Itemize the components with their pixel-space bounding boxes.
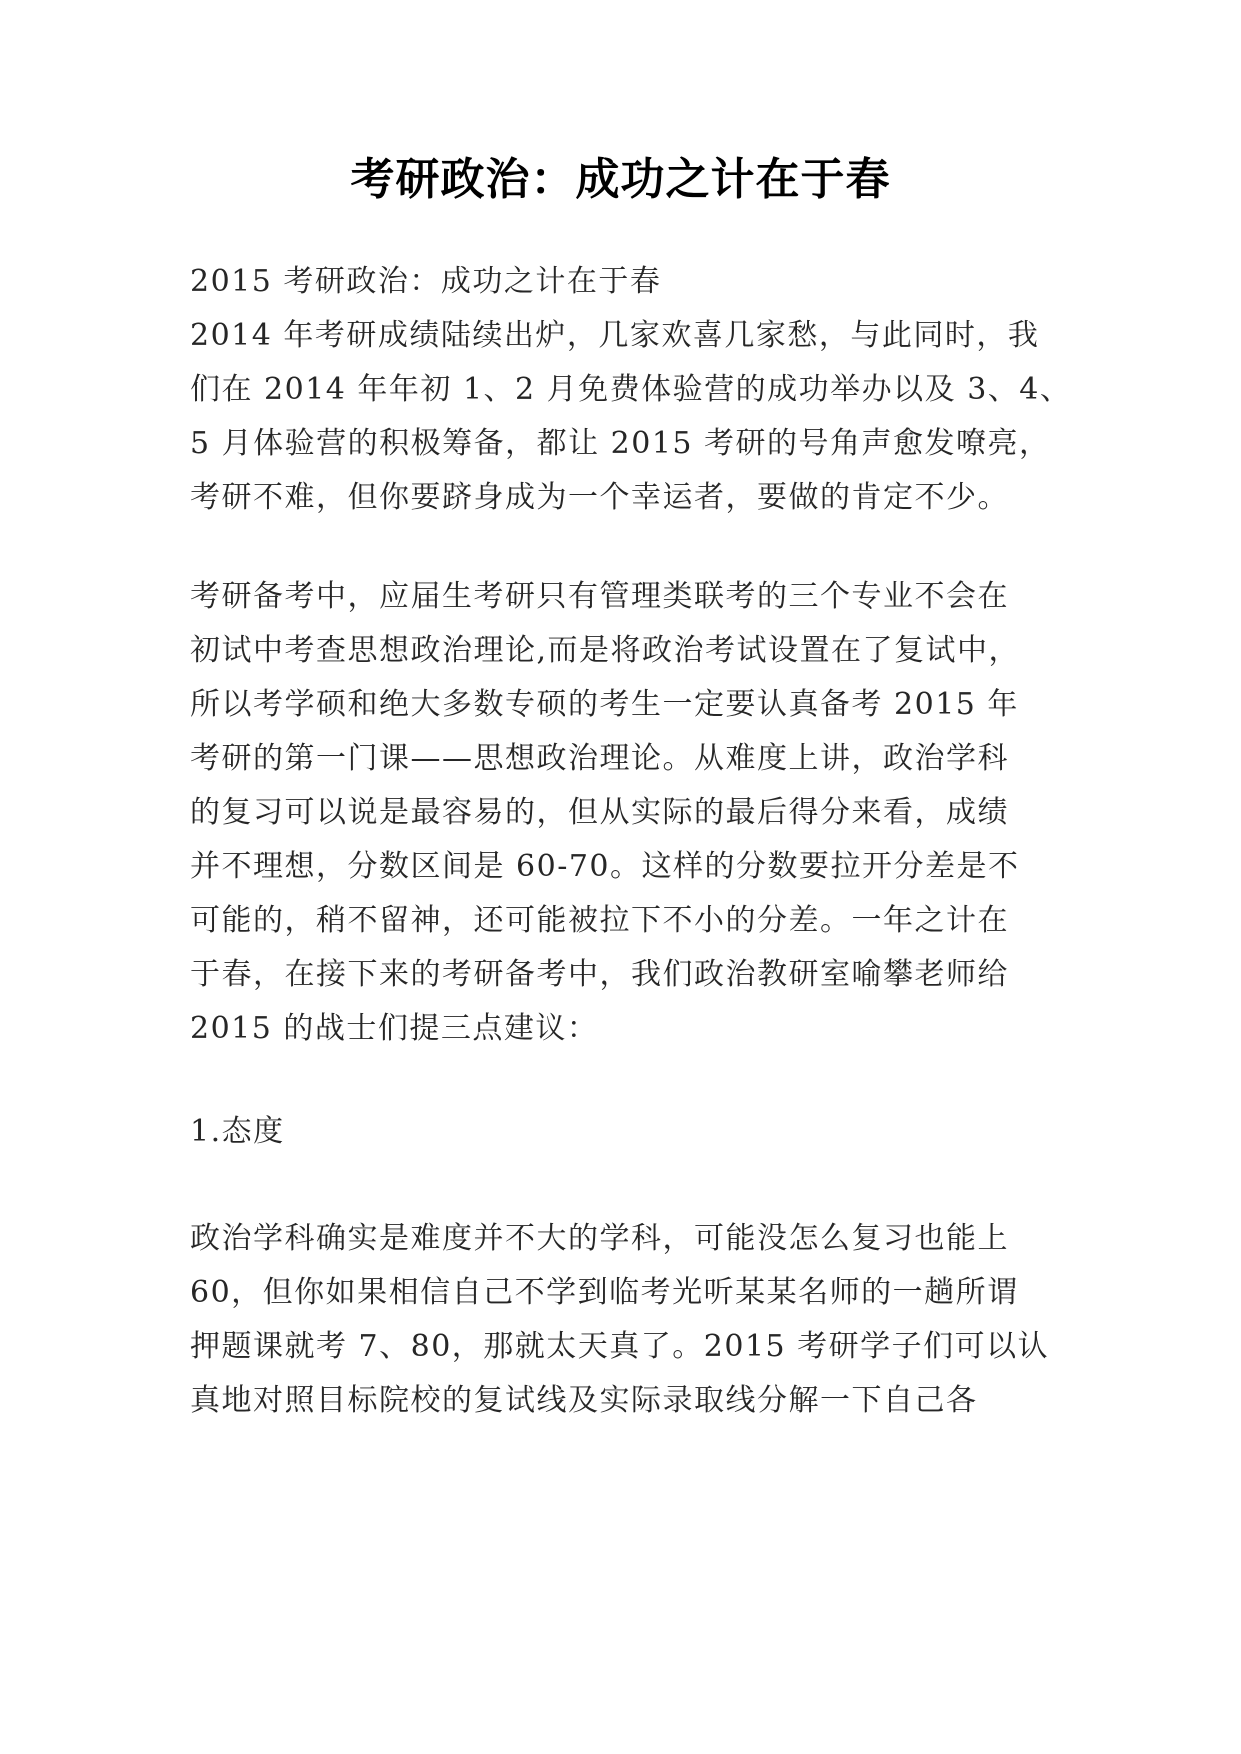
document-title: 考研政治：成功之计在于春 bbox=[350, 154, 891, 205]
paragraph-3-line: 押题课就考 7、80，那就太天真了。2015 考研学子们可以认 bbox=[190, 1329, 1050, 1364]
paragraph-2-line: 初试中考查思想政治理论,而是将政治考试设置在了复试中， bbox=[190, 633, 1021, 668]
paragraph-1-line: 5 月体验营的积极筹备，都让 2015 考研的号角声愈发嘹亮， bbox=[190, 426, 1051, 461]
section-heading: 1.态度 bbox=[190, 1114, 285, 1149]
paragraph-2-line: 考研的第一门课——思想政治理论。从难度上讲，政治学科 bbox=[190, 741, 1009, 776]
paragraph-2-line: 于春，在接下来的考研备考中，我们政治教研室喻攀老师给 bbox=[190, 957, 1009, 992]
paragraph-3-line: 政治学科确实是难度并不大的学科，可能没怎么复习也能上 bbox=[190, 1221, 1009, 1256]
paragraph-1-line: 们在 2014 年年初 1、2 月免费体验营的成功举办以及 3、4、 bbox=[190, 372, 1072, 407]
paragraph-2-line: 可能的，稍不留神，还可能被拉下不小的分差。一年之计在 bbox=[190, 903, 1009, 938]
paragraph-2-line: 考研备考中，应届生考研只有管理类联考的三个专业不会在 bbox=[190, 579, 1009, 614]
paragraph-2-line: 并不理想，分数区间是 60-70。这样的分数要拉开分差是不 bbox=[190, 849, 1020, 884]
paragraph-3-line: 60，但你如果相信自己不学到临考光听某某名师的一趟所谓 bbox=[190, 1275, 1019, 1310]
paragraph-1-line: 2014 年考研成绩陆续出炉，几家欢喜几家愁，与此同时，我 bbox=[190, 318, 1040, 353]
document-subtitle: 2015 考研政治：成功之计在于春 bbox=[190, 264, 662, 299]
paragraph-1-line: 考研不难，但你要跻身成为一个幸运者，要做的肯定不少。 bbox=[190, 480, 1009, 515]
paragraph-2-line: 2015 的战士们提三点建议： bbox=[190, 1011, 599, 1046]
paragraph-2-line: 所以考学硕和绝大多数专硕的考生一定要认真备考 2015 年 bbox=[190, 687, 1019, 722]
paragraph-3-line: 真地对照目标院校的复试线及实际录取线分解一下自己各 bbox=[190, 1383, 978, 1418]
paragraph-2-line: 的复习可以说是最容易的，但从实际的最后得分来看，成绩 bbox=[190, 795, 1009, 830]
